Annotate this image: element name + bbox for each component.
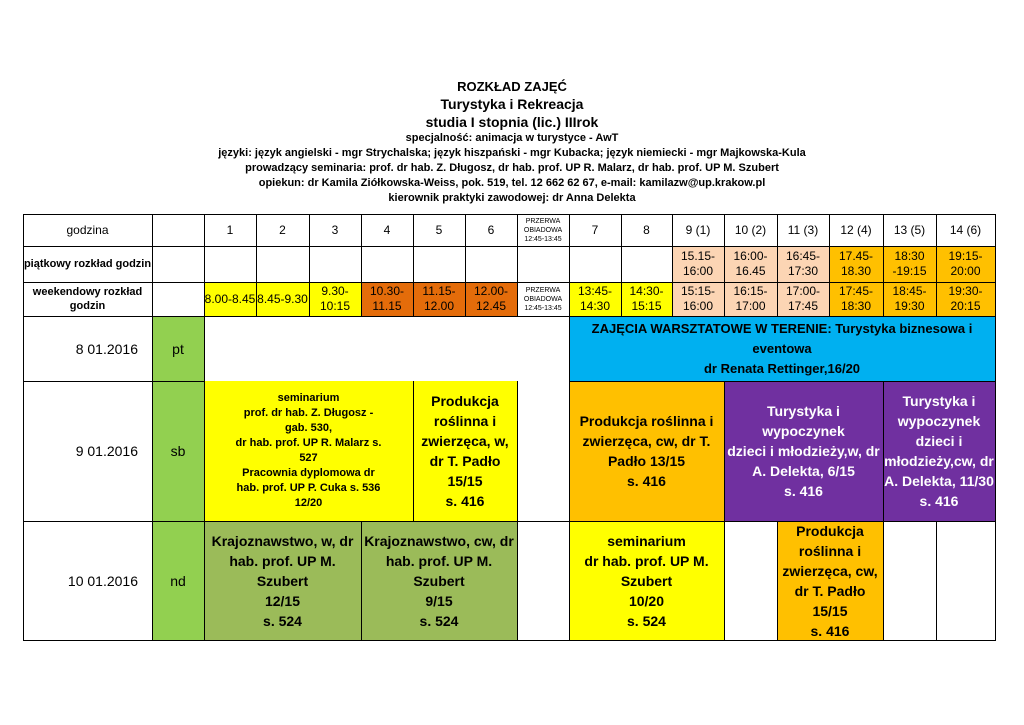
grid-line [995, 316, 996, 641]
saturday-production-exercise-line: zwierzęca, cw, dr T. [582, 433, 711, 449]
language-teachers: języki: język angielski - mgr Strychalska; język hiszpański - mgr Kubacka; język niemiecki - mgr Majkowska-Kula [218, 147, 806, 159]
hour-label: godzina [66, 222, 109, 237]
slot-header: 4 [383, 222, 391, 237]
grid-line [569, 521, 570, 640]
saturday-seminar-event-line: hab. prof. UP P. Cuka s. 536 [236, 482, 381, 494]
friday-time-cell: 18:30 -19:15 [883, 246, 936, 282]
grid-line [569, 316, 570, 381]
grid-line [569, 214, 570, 316]
weekend-time-cell: 18:45-19:30 [883, 282, 936, 316]
friday-times-label: piątkowy rozkład godzin [23, 258, 152, 270]
slot-header: 7 [591, 222, 599, 237]
grid-line [883, 214, 884, 316]
friday-time-cell: 16:45-17:30 [777, 246, 829, 282]
sunday-krajoznawstwo-lecture-line: Szubert [256, 572, 309, 589]
grid-line [23, 214, 24, 316]
saturday-tourism-exercise [883, 381, 995, 521]
friday-time-cell: 15.15-16:00 [672, 246, 724, 282]
grid-line [995, 214, 996, 316]
sunday-production-exercise-line: zwierzęca, cw, [782, 562, 878, 579]
grid-line [777, 521, 778, 640]
grid-line [621, 214, 622, 316]
slot-header: 6 [487, 222, 495, 237]
weekday-cell: nd [152, 521, 204, 640]
sunday-krajoznawstwo-lecture-line: 12/15 [264, 592, 301, 609]
saturday-seminar-event-line: gab. 530, [284, 422, 333, 434]
saturday-tourism-exercise-line: Turystyka i wypoczynek [897, 393, 981, 429]
sunday-seminar-event-line: 10/20 [628, 592, 665, 609]
sunday-production-exercise-line: roślinna i [798, 542, 862, 559]
saturday-production-exercise-line: s. 416 [627, 473, 666, 489]
program-name: Turystyka i Rekreacja [440, 96, 584, 112]
weekday-cell: sb [152, 381, 204, 521]
date-cell: 9 01.2016 [75, 443, 138, 459]
grid-line [152, 316, 153, 640]
weekend-time-cell: 17:45-18:30 [829, 282, 883, 316]
sunday-krajoznawstwo-lecture-line: s. 524 [263, 612, 302, 629]
saturday-production-exercise [569, 381, 724, 521]
saturday-production-lecture-line: dr T. Padło [429, 453, 501, 469]
date-cell: 8 01.2016 [75, 340, 138, 357]
lunch-break-text: PRZERWA OBIADOWA [523, 286, 563, 303]
saturday-production-lecture-line: s. 416 [445, 493, 485, 509]
sunday-production-exercise-line: dr T. Padło [794, 582, 866, 599]
saturday-production-lecture [413, 381, 517, 521]
sunday-seminar-event-line: Szubert [620, 572, 673, 589]
grid-line [569, 381, 570, 521]
saturday-seminar-event-line: 12/20 [294, 497, 323, 509]
slot-header: 8 [643, 222, 650, 237]
grid-line [777, 214, 778, 316]
saturday-production-lecture-line: 15/15 [447, 473, 483, 489]
grid-line [829, 214, 830, 316]
sunday-krajoznawstwo-exercise-line: 9/15 [425, 592, 453, 609]
grid-line [23, 316, 995, 317]
friday-workshop-event [569, 316, 995, 381]
weekend-time-cell: 14:30-15:15 [621, 282, 672, 316]
saturday-tourism-exercise-line: A. Delekta, 11/30 [884, 473, 994, 489]
sunday-production-exercise-line: Produkcja [796, 522, 864, 539]
lunch-break-text: PRZERWA OBIADOWA [523, 217, 563, 234]
sunday-seminar-event-line: s. 524 [627, 612, 666, 629]
grid-line [361, 521, 362, 640]
weekend-time-cell: 11.15-12.00 [413, 282, 465, 316]
grid-line [724, 521, 725, 640]
friday-workshop-event-line: ZAJĘCIA WARSZTATOWE W TERENIE: Turystyka biznesowa i eventowa [591, 320, 973, 356]
slot-header: 10 (2) [734, 222, 767, 237]
lunch-break-label [517, 286, 569, 313]
grid-line [936, 214, 937, 316]
lunch-break-time: 12:45-13:45 [524, 235, 562, 243]
tutor-info: opiekun: dr Kamila Ziółkowska-Weiss, pok. 519, tel. 12 662 62 67, e-mail: kamilazw@up.krakow.pl [258, 177, 766, 189]
grid-line [23, 282, 995, 283]
friday-time-cell: 17.45-18.30 [829, 246, 883, 282]
grid-line [517, 521, 518, 640]
grid-line [309, 214, 310, 316]
sunday-krajoznawstwo-exercise-line: s. 524 [419, 612, 459, 629]
grid-line [517, 381, 518, 521]
grid-line [413, 214, 414, 316]
slot-header: 1 [226, 222, 234, 237]
grid-line [23, 214, 995, 215]
grid-line [23, 316, 24, 640]
grid-line [23, 246, 995, 247]
saturday-tourism-lecture-line: A. Delekta, 6/15 [752, 463, 855, 479]
saturday-seminar-event-line: seminarium [277, 392, 340, 404]
sunday-krajoznawstwo-exercise-line: hab. prof. UP M. [385, 552, 493, 569]
grid-line [724, 214, 725, 316]
saturday-tourism-lecture-line: dzieci i młodzieży,w, dr [727, 443, 880, 459]
grid-line [413, 381, 414, 521]
slot-header: 5 [435, 222, 443, 237]
grid-line [256, 214, 257, 316]
friday-workshop-event-line: dr Renata Rettinger,16/20 [703, 360, 861, 376]
slot-header: 14 (6) [949, 222, 982, 237]
lunch-break-header [517, 214, 569, 246]
slot-header: 9 (1) [685, 222, 711, 237]
sunday-seminar-event-line: dr hab. prof. UP M. [584, 552, 709, 569]
grid-line [204, 316, 205, 640]
weekend-time-cell: 8.00-8.45 [204, 282, 256, 316]
grid-line [465, 214, 466, 316]
saturday-production-lecture-line: zwierzęca, w, [421, 433, 509, 449]
sunday-seminar-event [569, 521, 724, 640]
saturday-production-exercise-line: Produkcja roślinna i [579, 413, 714, 429]
weekend-time-cell: 15:15-16:00 [672, 282, 724, 316]
grid-line [23, 381, 204, 382]
weekend-times-label: weekendowy rozkład godzin [32, 286, 143, 312]
saturday-tourism-lecture-line: Turystyka i wypoczynek [762, 403, 845, 439]
slot-header: 13 (5) [893, 222, 926, 237]
grid-line [883, 381, 884, 521]
weekday-cell: pt [152, 316, 204, 381]
saturday-tourism-lecture-line: s. 416 [784, 483, 823, 499]
practice-head: kierownik praktyki zawodowej: dr Anna Delekta [388, 192, 636, 204]
saturday-tourism-exercise-line: dzieci i młodzieży,cw, dr [884, 433, 994, 469]
sunday-krajoznawstwo-lecture [204, 521, 361, 640]
grid-line [517, 214, 518, 316]
weekend-time-cell: 16:15-17:00 [724, 282, 777, 316]
slot-header: 11 (3) [787, 222, 819, 237]
sunday-production-exercise-line: 15/15 [812, 602, 848, 619]
saturday-seminar-event [204, 381, 413, 521]
friday-time-cell: 16:00-16.45 [724, 246, 777, 282]
saturday-seminar-event-line: 527 [299, 452, 318, 464]
grid-line [23, 640, 996, 641]
sunday-seminar-event-line: seminarium [607, 532, 686, 549]
weekend-time-cell: 19:30-20:15 [936, 282, 995, 316]
weekend-time-cell: 8.45-9.30 [256, 282, 309, 316]
saturday-production-exercise-line: Padło 13/15 [607, 453, 686, 469]
grid-line [936, 521, 937, 640]
slot-header: 3 [331, 222, 339, 237]
saturday-seminar-event-line: prof. dr hab. Z. Długosz - [243, 407, 374, 419]
sunday-production-exercise-line: s. 416 [810, 622, 850, 639]
grid-line [569, 381, 995, 382]
grid-line [361, 214, 362, 316]
saturday-production-lecture-line: Produkcja [431, 393, 499, 409]
grid-line [724, 381, 725, 521]
saturday-tourism-lecture [724, 381, 883, 521]
grid-line [204, 214, 205, 316]
sunday-krajoznawstwo-exercise-line: Szubert [413, 572, 465, 589]
lunch-break-weekend [517, 282, 569, 316]
sunday-krajoznawstwo-lecture-line: Krajoznawstwo, w, dr [211, 532, 354, 549]
friday-time-cell: 19:15-20:00 [936, 246, 995, 282]
sunday-krajoznawstwo-exercise-line: Krajoznawstwo, cw, dr [364, 532, 514, 549]
specialization: specjalność: animacja w turystyce - AwT [405, 132, 619, 144]
grid-line [23, 521, 995, 522]
weekend-time-cell: 9.30-10:15 [309, 282, 361, 316]
saturday-production-lecture-line: roślinna i [433, 413, 497, 429]
slot-header: 2 [279, 222, 286, 237]
weekend-time-cell: 17:00-17:45 [777, 282, 829, 316]
grid-line [672, 214, 673, 316]
sunday-krajoznawstwo-lecture-line: hab. prof. UP M. [229, 552, 336, 569]
lunch-break-label [517, 217, 569, 244]
sunday-krajoznawstwo-exercise [361, 521, 517, 640]
weekend-time-cell: 13:45-14:30 [569, 282, 621, 316]
study-level: studia I stopnia (lic.) IIIrok [425, 114, 599, 130]
lunch-break-time: 12:45-13:45 [524, 304, 562, 312]
weekend-time-cell: 12.00-12.45 [465, 282, 517, 316]
slot-header: 12 (4) [840, 222, 872, 237]
date-cell: 10 01.2016 [67, 572, 138, 589]
saturday-seminar-event-line: dr hab. prof. UP R. Malarz s. [235, 437, 382, 449]
saturday-seminar-event-line: Pracownia dyplomowa dr [242, 467, 375, 479]
saturday-tourism-exercise-line: s. 416 [919, 493, 959, 509]
grid-line [152, 214, 153, 316]
grid-line [883, 521, 884, 640]
sunday-production-exercise [777, 521, 883, 640]
weekend-time-cell: 10.30-11.15 [361, 282, 413, 316]
schedule-title: ROZKŁAD ZAJĘĆ [457, 79, 567, 94]
seminar-leaders: prowadzący seminaria: prof. dr hab. Z. Długosz, dr hab. prof. UP R. Malarz, dr hab. prof. UP M. Szubert [245, 162, 779, 174]
